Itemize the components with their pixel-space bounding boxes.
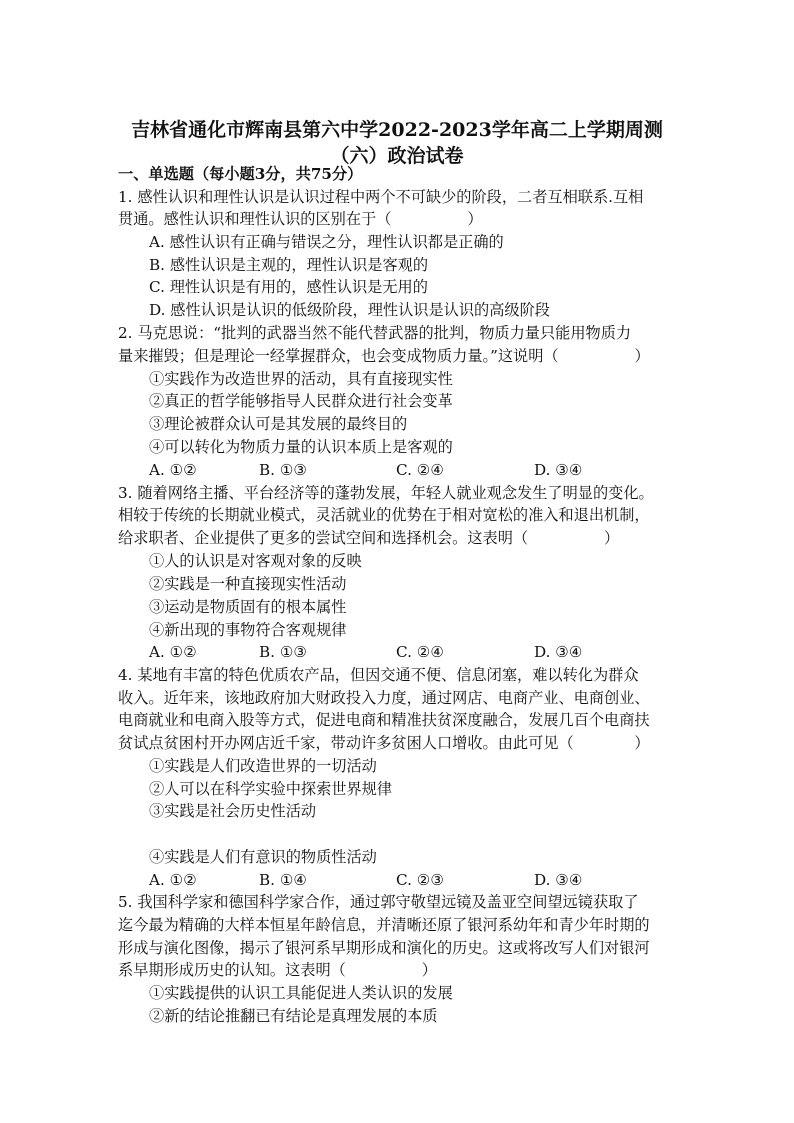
q2-choice-a: A. ①② [149,461,197,479]
q4-stem-line-3: 电商就业和电商入股等方式，促进电商和精准扶贫深度融合，发展几百个电商扶 [118,711,650,729]
section-heading: 一、单选题（每小题3分，共75分） [118,165,363,183]
q3-stem-line-2: 相较于传统的长期就业模式，灵活就业的优势在于相对宽松的准入和退出机制， [118,506,650,524]
q4-choice-c: C. ②③ [396,871,444,889]
q3-choice-d: D. ③④ [534,643,583,661]
q3-stem-line-3: 给求职者、企业提供了更多的尝试空间和选择机会。这表明（ ） [118,529,620,547]
q5-stem-line-1: 5. 我国科学家和德国科学家合作，通过郭守敬望远镜及盖亚空间望远镜获取了 [118,893,639,911]
q4-choice-a: A. ①② [149,871,197,889]
q3-statement-2: ②实践是一种直接现实性活动 [149,575,347,593]
q4-statement-4: ④实践是人们有意识的物质性活动 [149,848,377,866]
q2-choice-d: D. ③④ [534,461,583,479]
q2-choice-b: B. ①③ [259,461,308,479]
q3-answer-row [149,641,649,663]
q4-answer-row [149,869,649,891]
q4-stem-line-4: 贫试点贫困村开办网店近千家，带动许多贫困人口增收。由此可见（ ） [118,734,650,752]
q3-choice-b: B. ①③ [259,643,308,661]
q1-option-c: C. 理性认识是有用的，感性认识是无用的 [149,278,428,296]
q5-statement-2: ②新的结论推翻已有结论是真理发展的本质 [149,1007,438,1025]
q2-statement-4: ④可以转化为物质力量的认识本质上是客观的 [149,438,453,456]
q5-stem-line-3: 形成与演化图像，揭示了银河系早期形成和演化的历史。这或将改写人们对银河 [118,939,650,957]
q2-statement-2: ②真正的哲学能够指导人民群众进行社会变革 [149,392,453,410]
q2-stem-line-2: 量来摧毁；但是理论一经掌握群众，也会变成物质力量。”这说明（ ） [118,347,650,365]
q4-stem-line-1: 4. 某地有丰富的特色优质农产品，但因交通不便、信息闭塞，难以转化为群众 [118,666,639,684]
exam-title-line-1: 吉林省通化市辉南县第六中学2022-2023学年高二上学期周测 [131,119,663,141]
q1-option-d: D. 感性认识是认识的低级阶段，理性认识是认识的高级阶段 [149,301,550,319]
q2-stem-line-1: 2. 马克思说：“批判的武器当然不能代替武器的批判，物质力量只能用物质力 [118,324,632,342]
q5-statement-1: ①实践提供的认识工具能促进人类认识的发展 [149,984,453,1002]
q2-statement-1: ①实践作为改造世界的活动，具有直接现实性 [149,370,453,388]
q3-stem-line-1: 3. 随着网络主播、平台经济等的蓬勃发展，年轻人就业观念发生了明显的变化。 [118,484,654,502]
q5-stem-line-2: 迄今最为精确的大样本恒星年龄信息，并清晰还原了银河系幼年和青少年时期的 [118,916,650,934]
q2-choice-c: C. ②④ [396,461,444,479]
q1-option-b: B. 感性认识是主观的，理性认识是客观的 [149,256,429,274]
q4-choice-b: B. ①④ [259,871,308,889]
q1-stem-line-1: 1. 感性认识和理性认识是认识过程中两个不可缺少的阶段，二者互相联系.互相 [118,188,644,206]
q3-choice-c: C. ②④ [396,643,444,661]
q1-stem-line-2: 贯通。感性认识和理性认识的区别在于（ ） [118,210,483,228]
q3-statement-1: ①人的认识是对客观对象的反映 [149,552,362,570]
q2-answer-row [149,459,649,481]
q4-statement-3: ③实践是社会历史性活动 [149,802,317,820]
q1-option-a: A. 感性认识有正确与错误之分，理性认识都是正确的 [149,233,504,251]
q5-stem-line-4: 系早期形成历史的认知。这表明（ ） [118,961,437,979]
q3-statement-3: ③运动是物质固有的根本属性 [149,598,347,616]
q4-stem-line-2: 收入。近年来，该地政府加大财政投入力度，通过网店、电商产业、电商创业、 [118,689,650,707]
q4-choice-d: D. ③④ [534,871,583,889]
q2-statement-3: ③理论被群众认可是其发展的最终目的 [149,415,408,433]
q3-choice-a: A. ①② [149,643,197,661]
q4-statement-2: ②人可以在科学实验中探索世界规律 [149,780,392,798]
q4-statement-1: ①实践是人们改造世界的一切活动 [149,757,377,775]
q3-statement-4: ④新出现的事物符合客观规律 [149,621,347,639]
exam-title-line-2: （六）政治试卷 [330,145,464,167]
